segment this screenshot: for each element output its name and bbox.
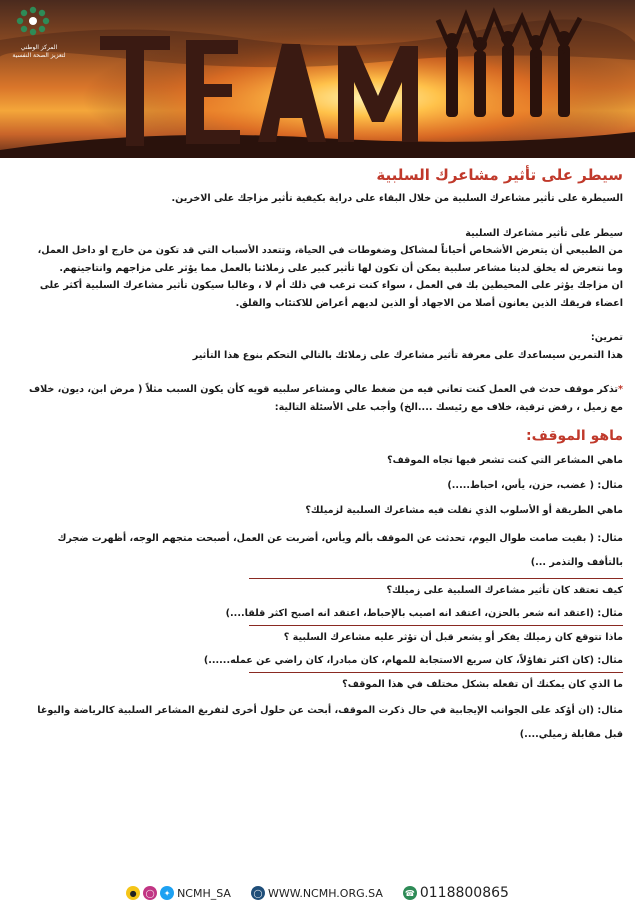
intro-paragraph: السيطرة على تأثير مشاعرك السلبية من خلال البقاء على دراية بكيفية تأثير مزاجك على الاخرين. [171, 193, 623, 204]
phone-group [403, 885, 509, 901]
website-group [251, 886, 383, 900]
article [20, 166, 623, 747]
answer-4: مثال: (كان اكثر تفاؤلاً، كان سريع الاستجابة للمهام، كان مبادرا، كان راضي عن عمله......) [203, 655, 623, 666]
logo-line-2: لتعزيز الصحة النفسية [12, 52, 66, 59]
footer [0, 882, 635, 904]
question-4: ماذا تتوقع كان زميلك يفكر أو يشعر قبل أن تؤثر عليه مشاعرك السلبية ؟ [283, 632, 623, 643]
globe-icon: ◯ [251, 886, 265, 900]
question-5: ما الذي كان يمكنك أن تفعله بشكل مختلف في هذا الموقف؟ [342, 679, 623, 690]
instruction [20, 381, 623, 416]
question-1: ماهي المشاعر التي كنت تشعر فيها تجاه الموقف؟ [387, 455, 623, 466]
divider [249, 672, 623, 673]
divider [249, 625, 623, 626]
answer-2: مثال: ( بقيت صامت طوال اليوم، تحدثت عن الموقف بألم ويأس، أضربت عن العمل، أصبحت متجهم الوجه، أظهرت ضجرك بالتأفف والتذمر ...) [57, 533, 623, 568]
question-2: ماهي الطريقة أو الأسلوب الذي نقلت فيه مشاعرك السلبية لزميلك؟ [305, 505, 623, 516]
paragraph-1: من الطبيعي أن يتعرض الأشخاص أحياناً لمشاكل وضغوطات في الحياة، وتتعدد الأسباب التي قد تكون من خارج او داخل العمل، وما نتعرض له يخلق لدينا مشاعر سلبية يمكن أن تكون لها تأثير كبير على زملائنا بالعمل مما يؤثر على مزاجهم وانتاجيتهم. [37, 245, 623, 274]
team-sunset-illustration [0, 0, 635, 158]
phone-number[interactable]: 0118800865 [419, 885, 509, 901]
paragraph-2: ان مزاجك يؤثر على المحيطين بك في العمل ، سواء كنت ترغب في ذلك أم لا ، وغالبا سيكون تأثير مشاعرك السلبية أكثر على اعضاء فريقك الذين يعانون أصلا من الاجهاد أو الذين لديهم أعراض للاكتئاب والقلق. [39, 280, 623, 309]
logo-text [6, 44, 72, 60]
website-link[interactable]: WWW.NCMH.ORG.SA [267, 886, 383, 900]
question-3: كيف تعتقد كان تأثير مشاعرك السلبية على زميلك؟ [386, 585, 623, 596]
section-title: سيطر على تأثير مشاعرك السلبية [465, 227, 623, 239]
situation-heading: ماهو الموقف: [526, 428, 623, 444]
answer-1: مثال: ( غضب، حزن، يأس، احباط.....) [447, 480, 623, 491]
snapchat-icon[interactable]: ● [126, 886, 140, 900]
social-handle[interactable]: NCMH_SA [177, 886, 231, 900]
answer-3: مثال: (اعتقد انه شعر بالحزن، اعتقد انه اصيب بالإحباط، اعتقد انه اصبح اكثر قلقا....) [225, 608, 623, 619]
divider [249, 578, 623, 579]
social-group [126, 886, 231, 900]
twitter-icon[interactable]: ✦ [160, 886, 174, 900]
logo-line-1: المركز الوطني [20, 44, 58, 51]
instruction-text: تذكر موقف حدث في العمل كنت تعاني فيه من ضغط عالي ومشاعر سلبيه قويه كأن يكون السبب مثلاً ( مرض ابن، ديون، خلاف مع زميل ، رفض ترقية، خلاف مع رئيسك ....الخ) وأجب على الأسئلة التالية: [28, 384, 623, 413]
answer-5: مثال: (ان أؤكد على الجوانب الإيجابية في حال ذكرت الموقف، أبحث عن حلول أخرى لتفريغ المشاعر السلبية كالرياضة واليوغا قبل مقابلة زميلي....) [37, 705, 623, 740]
instagram-icon[interactable]: ◯ [143, 886, 157, 900]
exercise-label: تمرين: [590, 332, 623, 343]
exercise-text: هذا التمرين سيساعدك على معرفة تأثير مشاعرك على زملائك بالتالي التحكم بنوع هذا التأثير [192, 349, 623, 361]
hero-banner [0, 0, 635, 158]
article-title: سيطر على تأثير مشاعرك السلبية [376, 166, 623, 184]
asterisk: * [617, 384, 623, 395]
phone-icon: ☎ [403, 886, 417, 900]
